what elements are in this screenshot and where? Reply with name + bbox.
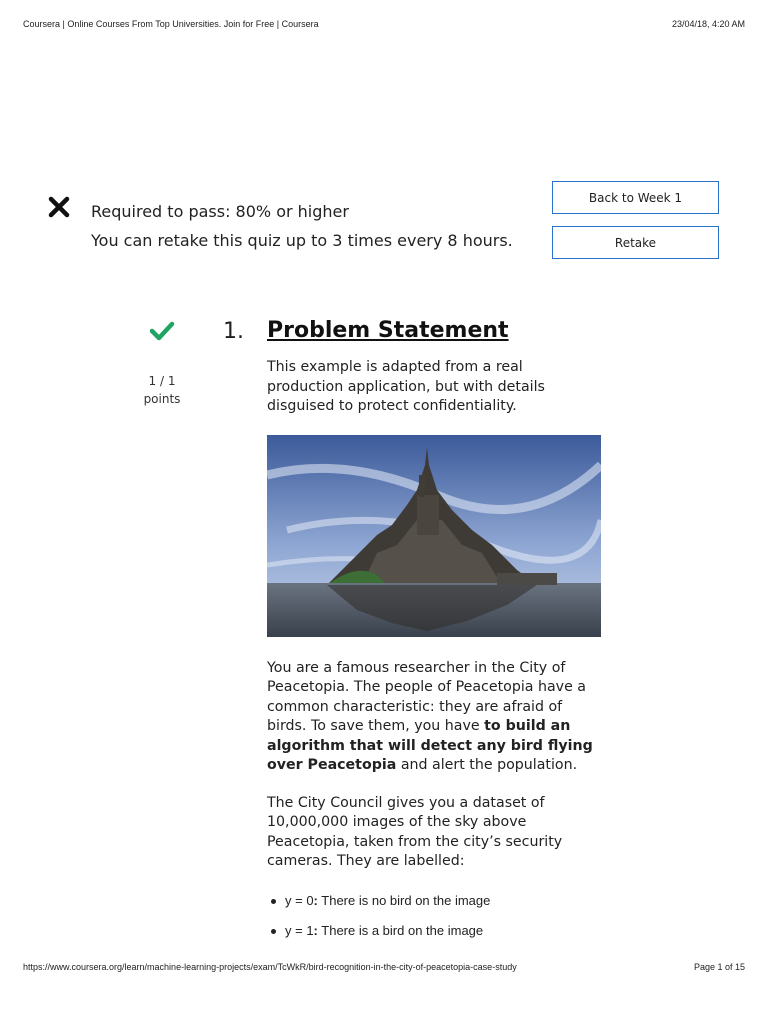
score-value: 1 / 1 xyxy=(148,374,176,388)
question-score xyxy=(122,372,202,408)
bullet-icon xyxy=(271,899,276,904)
page-number: Page 1 of 15 xyxy=(693,962,745,972)
label-sep: : xyxy=(313,922,318,938)
back-to-week-button[interactable]: Back to Week 1 xyxy=(552,181,719,214)
label-key: y = 0 xyxy=(285,892,314,908)
question-content xyxy=(267,314,603,946)
x-icon xyxy=(48,196,70,218)
page-title: Coursera | Online Courses From Top Universities. Join for Free | Coursera xyxy=(23,19,319,29)
page-url: https://www.coursera.org/learn/machine-learning-projects/exam/TcWkR/bird-recognition-in-the-city-of-peacetopia-case-study xyxy=(23,962,517,972)
question-number: 1. xyxy=(223,319,244,344)
label-sep: : xyxy=(313,892,318,908)
problem-description xyxy=(267,659,603,776)
description-emphasis: to build an algorithm that will detect any bird flying over Peacetopia xyxy=(267,718,593,773)
description-text-start: You are a famous researcher in the City of Peacetopia. The people of Peacetopia have a common characteristic: they are afraid of birds. To save them, you have xyxy=(267,659,586,734)
quiz-summary xyxy=(91,197,513,255)
check-icon xyxy=(149,321,175,341)
pass-requirement: Required to pass: 80% or higher xyxy=(91,202,349,221)
castle-photo xyxy=(267,435,601,637)
label-list xyxy=(267,886,603,946)
score-points-label: points xyxy=(143,392,181,406)
bullet-icon xyxy=(271,929,276,934)
label-text: There is a bird on the image xyxy=(317,922,484,938)
label-key: y = 1 xyxy=(285,922,314,938)
print-header xyxy=(23,19,745,29)
label-text: There is no bird on the image xyxy=(317,892,491,908)
question-intro: This example is adapted from a real production application, but with details disguised to protect confidentiality. xyxy=(267,359,545,414)
dataset-description: The City Council gives you a dataset of 10,000,000 images of the sky above Peacetopia, taken from the city’s security cameras. They are labelled: xyxy=(267,794,563,869)
print-datetime: 23/04/18, 4:20 AM xyxy=(671,19,745,29)
print-footer xyxy=(23,962,745,972)
list-item xyxy=(267,886,603,916)
retake-info: You can retake this quiz up to 3 times every 8 hours. xyxy=(91,231,513,250)
description-text-end: and alert the population. xyxy=(396,757,578,773)
question-title: Problem Statement xyxy=(267,318,509,343)
retake-button[interactable]: Retake xyxy=(552,226,719,259)
list-item xyxy=(267,916,603,946)
